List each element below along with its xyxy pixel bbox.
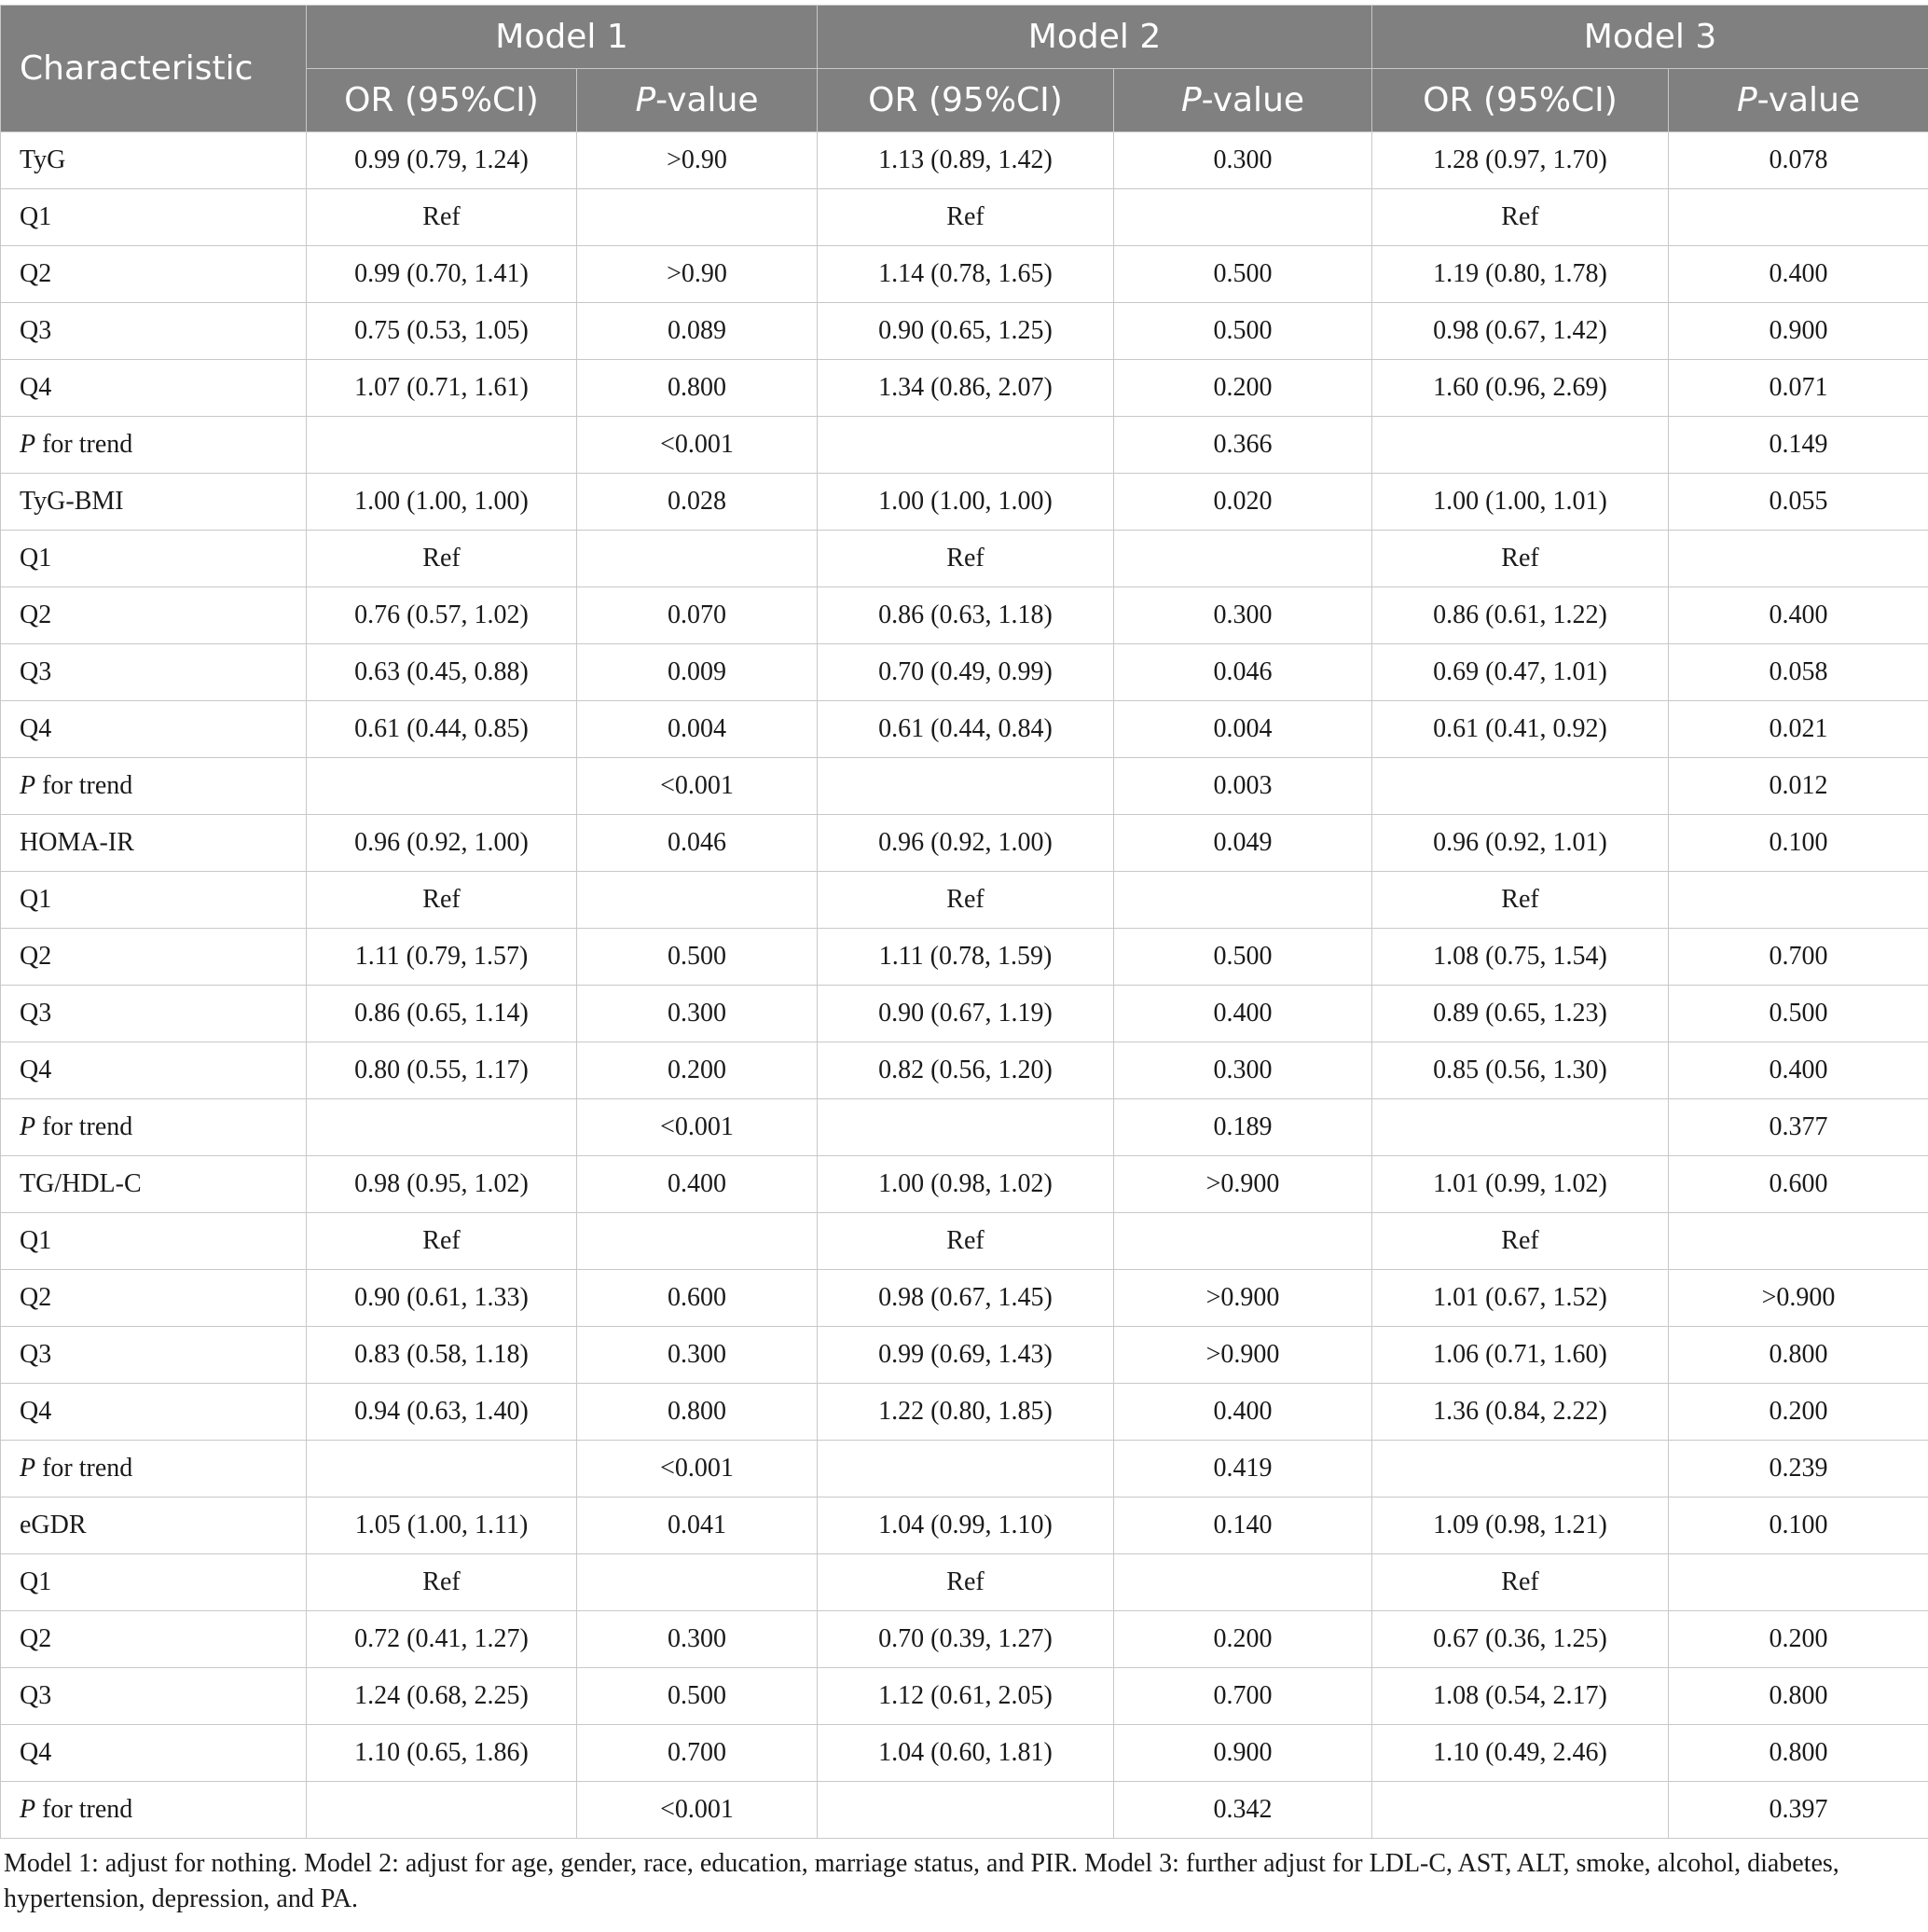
p-value-cell: 0.100 <box>1669 815 1928 872</box>
or-cell: 1.06 (0.71, 1.60) <box>1372 1327 1669 1384</box>
p-rest: -value <box>1201 81 1305 119</box>
p-value-cell: 0.078 <box>1669 132 1928 189</box>
p-value-cell: 0.400 <box>1669 587 1928 644</box>
p-value-cell: 0.500 <box>1114 303 1372 360</box>
or-cell: 0.96 (0.92, 1.01) <box>1372 815 1669 872</box>
or-cell <box>818 417 1114 474</box>
or-cell <box>1372 758 1669 815</box>
p-value-cell: 0.149 <box>1669 417 1928 474</box>
p-value-cell: >0.90 <box>577 246 818 303</box>
or-header: OR (95%CI) <box>818 69 1114 132</box>
p-value-cell: 0.366 <box>1114 417 1372 474</box>
p-value-cell <box>1114 531 1372 587</box>
row-label: Q3 <box>1 303 307 360</box>
row-label: Q1 <box>1 1554 307 1611</box>
or-cell: 1.13 (0.89, 1.42) <box>818 132 1114 189</box>
p-value-cell: 0.009 <box>577 644 818 701</box>
or-cell: 0.61 (0.44, 0.85) <box>307 701 577 758</box>
or-cell: 0.83 (0.58, 1.18) <box>307 1327 577 1384</box>
row-label: Q1 <box>1 531 307 587</box>
p-value-cell <box>1114 189 1372 246</box>
row-label <box>1 758 307 815</box>
results-table-container <box>0 5 1928 1917</box>
or-cell: Ref <box>1372 531 1669 587</box>
p-value-cell: 0.700 <box>1669 929 1928 986</box>
or-cell: 0.70 (0.49, 0.99) <box>818 644 1114 701</box>
or-cell: 0.89 (0.65, 1.23) <box>1372 986 1669 1042</box>
p-value-cell: 0.300 <box>577 1327 818 1384</box>
p-value-cell: 0.200 <box>577 1042 818 1099</box>
or-cell <box>1372 1099 1669 1156</box>
or-cell: Ref <box>307 531 577 587</box>
p-italic: P <box>635 81 656 119</box>
or-cell: Ref <box>307 872 577 929</box>
or-cell: 1.08 (0.54, 2.17) <box>1372 1668 1669 1725</box>
or-cell: Ref <box>307 1554 577 1611</box>
p-value-cell: 0.500 <box>1114 929 1372 986</box>
or-cell: 0.76 (0.57, 1.02) <box>307 587 577 644</box>
or-cell: 1.10 (0.65, 1.86) <box>307 1725 577 1782</box>
p-value-cell <box>1114 1554 1372 1611</box>
table-row <box>1 1782 1928 1839</box>
or-cell: 0.99 (0.69, 1.43) <box>818 1327 1114 1384</box>
p-italic: P <box>20 771 36 800</box>
or-cell: Ref <box>307 1213 577 1270</box>
p-value-cell: 0.800 <box>1669 1725 1928 1782</box>
or-cell: Ref <box>1372 189 1669 246</box>
p-value-cell: 0.046 <box>1114 644 1372 701</box>
p-value-cell: 0.800 <box>1669 1327 1928 1384</box>
row-label <box>1 417 307 474</box>
row-label: Q4 <box>1 1384 307 1441</box>
p-value-cell: 0.900 <box>1114 1725 1372 1782</box>
row-label <box>1 1441 307 1497</box>
p-value-cell: 0.041 <box>577 1497 818 1554</box>
p-value-cell: 0.900 <box>1669 303 1928 360</box>
or-cell: 1.00 (1.00, 1.00) <box>307 474 577 531</box>
row-label: Q4 <box>1 701 307 758</box>
row-label: Q2 <box>1 587 307 644</box>
or-cell: 1.09 (0.98, 1.21) <box>1372 1497 1669 1554</box>
table-row <box>1 758 1928 815</box>
row-label: TyG-BMI <box>1 474 307 531</box>
or-cell: 1.11 (0.79, 1.57) <box>307 929 577 986</box>
row-label: Q3 <box>1 986 307 1042</box>
or-cell: 0.98 (0.67, 1.42) <box>1372 303 1669 360</box>
table-row <box>1 1611 1928 1668</box>
p-value-cell: 0.500 <box>577 929 818 986</box>
p-value-header <box>1114 69 1372 132</box>
or-cell <box>307 758 577 815</box>
or-cell: 1.01 (0.67, 1.52) <box>1372 1270 1669 1327</box>
p-value-cell <box>1114 872 1372 929</box>
p-value-cell: 0.004 <box>577 701 818 758</box>
p-trend-label: for trend <box>35 430 133 459</box>
or-cell: 1.28 (0.97, 1.70) <box>1372 132 1669 189</box>
p-value-cell <box>1669 872 1928 929</box>
p-value-cell <box>1669 1554 1928 1611</box>
p-value-cell: 0.100 <box>1669 1497 1928 1554</box>
p-trend-label: for trend <box>35 771 133 800</box>
p-italic: P <box>1736 81 1757 119</box>
p-value-cell: >0.900 <box>1114 1156 1372 1213</box>
p-value-cell: 0.071 <box>1669 360 1928 417</box>
p-value-cell: 0.400 <box>1669 246 1928 303</box>
p-trend-label: for trend <box>35 1795 133 1824</box>
p-value-cell: >0.90 <box>577 132 818 189</box>
or-cell <box>1372 1441 1669 1497</box>
or-cell <box>818 1782 1114 1839</box>
or-cell: Ref <box>1372 872 1669 929</box>
or-header: OR (95%CI) <box>1372 69 1669 132</box>
or-cell <box>1372 1782 1669 1839</box>
p-rest: -value <box>655 81 759 119</box>
table-row <box>1 1668 1928 1725</box>
row-label <box>1 1782 307 1839</box>
p-value-cell: 0.300 <box>1114 1042 1372 1099</box>
table-row <box>1 1327 1928 1384</box>
table-row <box>1 1384 1928 1441</box>
or-cell: 0.70 (0.39, 1.27) <box>818 1611 1114 1668</box>
or-cell: 1.07 (0.71, 1.61) <box>307 360 577 417</box>
table-row <box>1 1497 1928 1554</box>
or-cell: 0.94 (0.63, 1.40) <box>307 1384 577 1441</box>
or-cell <box>818 1441 1114 1497</box>
p-value-cell <box>577 1213 818 1270</box>
table-body <box>1 132 1928 1839</box>
or-cell: Ref <box>1372 1554 1669 1611</box>
or-cell: Ref <box>307 189 577 246</box>
table-header <box>1 6 1928 132</box>
p-value-cell: 0.200 <box>1669 1611 1928 1668</box>
p-value-cell: 0.419 <box>1114 1441 1372 1497</box>
table-row <box>1 417 1928 474</box>
or-cell: 1.34 (0.86, 2.07) <box>818 360 1114 417</box>
p-value-cell: 0.020 <box>1114 474 1372 531</box>
or-cell: 1.04 (0.60, 1.81) <box>818 1725 1114 1782</box>
or-cell: Ref <box>818 531 1114 587</box>
p-value-cell <box>1114 1213 1372 1270</box>
p-value-cell: 0.600 <box>1669 1156 1928 1213</box>
p-value-cell: >0.900 <box>1114 1270 1372 1327</box>
table-row <box>1 986 1928 1042</box>
p-value-cell: 0.021 <box>1669 701 1928 758</box>
row-label: Q3 <box>1 1327 307 1384</box>
or-header: OR (95%CI) <box>307 69 577 132</box>
table-row <box>1 1156 1928 1213</box>
p-value-cell: 0.200 <box>1114 1611 1372 1668</box>
p-value-cell <box>577 189 818 246</box>
p-value-cell: >0.900 <box>1669 1270 1928 1327</box>
or-cell: 1.36 (0.84, 2.22) <box>1372 1384 1669 1441</box>
p-value-cell: 0.400 <box>1114 1384 1372 1441</box>
or-cell: 0.85 (0.56, 1.30) <box>1372 1042 1669 1099</box>
or-cell: Ref <box>818 189 1114 246</box>
model-2-header: Model 2 <box>818 6 1372 69</box>
p-value-cell: 0.300 <box>1114 587 1372 644</box>
or-cell: 0.72 (0.41, 1.27) <box>307 1611 577 1668</box>
row-label: Q1 <box>1 1213 307 1270</box>
p-value-cell: 0.189 <box>1114 1099 1372 1156</box>
p-value-cell: 0.200 <box>1669 1384 1928 1441</box>
p-value-cell: 0.800 <box>577 1384 818 1441</box>
p-value-cell: 0.300 <box>577 986 818 1042</box>
p-value-cell: 0.089 <box>577 303 818 360</box>
row-label: Q2 <box>1 1270 307 1327</box>
p-value-cell: 0.700 <box>577 1725 818 1782</box>
table-row <box>1 1441 1928 1497</box>
p-value-cell: 0.342 <box>1114 1782 1372 1839</box>
p-italic: P <box>1180 81 1202 119</box>
or-cell: 1.00 (1.00, 1.01) <box>1372 474 1669 531</box>
or-cell: 1.00 (1.00, 1.00) <box>818 474 1114 531</box>
or-cell: 0.69 (0.47, 1.01) <box>1372 644 1669 701</box>
or-cell: 0.82 (0.56, 1.20) <box>818 1042 1114 1099</box>
or-cell: 1.24 (0.68, 2.25) <box>307 1668 577 1725</box>
table-row <box>1 815 1928 872</box>
row-label: Q4 <box>1 1725 307 1782</box>
p-rest: -value <box>1756 81 1861 119</box>
or-cell: 0.90 (0.65, 1.25) <box>818 303 1114 360</box>
row-label: Q1 <box>1 189 307 246</box>
p-value-cell: 0.800 <box>1669 1668 1928 1725</box>
or-cell <box>818 758 1114 815</box>
p-value-cell: 0.058 <box>1669 644 1928 701</box>
table-row <box>1 1042 1928 1099</box>
regression-results-table <box>0 5 1928 1839</box>
p-value-cell: 0.028 <box>577 474 818 531</box>
p-value-header <box>1669 69 1928 132</box>
p-italic: P <box>20 1795 36 1824</box>
or-cell: 0.96 (0.92, 1.00) <box>818 815 1114 872</box>
p-value-cell: <0.001 <box>577 1441 818 1497</box>
or-cell: Ref <box>818 1554 1114 1611</box>
p-value-cell: 0.055 <box>1669 474 1928 531</box>
p-trend-label: for trend <box>35 1454 133 1483</box>
p-value-header <box>577 69 818 132</box>
table-row <box>1 303 1928 360</box>
p-value-cell <box>1669 531 1928 587</box>
or-cell: 0.86 (0.63, 1.18) <box>818 587 1114 644</box>
or-cell: 0.86 (0.61, 1.22) <box>1372 587 1669 644</box>
p-value-cell <box>577 531 818 587</box>
or-cell: 1.11 (0.78, 1.59) <box>818 929 1114 986</box>
p-value-cell: 0.004 <box>1114 701 1372 758</box>
or-cell: 0.63 (0.45, 0.88) <box>307 644 577 701</box>
row-label: Q2 <box>1 929 307 986</box>
row-label: TG/HDL-C <box>1 1156 307 1213</box>
model-3-header: Model 3 <box>1372 6 1928 69</box>
table-row <box>1 1213 1928 1270</box>
or-cell: 0.86 (0.65, 1.14) <box>307 986 577 1042</box>
or-cell: 0.90 (0.67, 1.19) <box>818 986 1114 1042</box>
p-value-cell: 0.300 <box>577 1611 818 1668</box>
or-cell: 1.19 (0.80, 1.78) <box>1372 246 1669 303</box>
table-row <box>1 132 1928 189</box>
row-label: HOMA-IR <box>1 815 307 872</box>
table-row <box>1 701 1928 758</box>
or-cell: 0.67 (0.36, 1.25) <box>1372 1611 1669 1668</box>
p-value-cell: 0.070 <box>577 587 818 644</box>
p-value-cell: 0.397 <box>1669 1782 1928 1839</box>
table-row <box>1 360 1928 417</box>
row-label: TyG <box>1 132 307 189</box>
model-1-header: Model 1 <box>307 6 818 69</box>
or-cell <box>307 1441 577 1497</box>
table-row <box>1 1099 1928 1156</box>
table-row <box>1 1554 1928 1611</box>
or-cell: 0.61 (0.41, 0.92) <box>1372 701 1669 758</box>
row-label <box>1 1099 307 1156</box>
p-value-cell: <0.001 <box>577 1782 818 1839</box>
or-cell: 0.99 (0.70, 1.41) <box>307 246 577 303</box>
p-value-cell <box>1669 1213 1928 1270</box>
p-value-cell: >0.900 <box>1114 1327 1372 1384</box>
row-label: Q4 <box>1 360 307 417</box>
or-cell: 0.98 (0.67, 1.45) <box>818 1270 1114 1327</box>
or-cell: 1.00 (0.98, 1.02) <box>818 1156 1114 1213</box>
p-value-cell: 0.300 <box>1114 132 1372 189</box>
p-value-cell: <0.001 <box>577 1099 818 1156</box>
p-value-cell: 0.377 <box>1669 1099 1928 1156</box>
or-cell: 1.05 (1.00, 1.11) <box>307 1497 577 1554</box>
or-cell: 1.22 (0.80, 1.85) <box>818 1384 1114 1441</box>
table-row <box>1 189 1928 246</box>
or-cell: 0.96 (0.92, 1.00) <box>307 815 577 872</box>
p-value-cell: 0.012 <box>1669 758 1928 815</box>
table-row <box>1 587 1928 644</box>
row-label: Q3 <box>1 1668 307 1725</box>
p-value-cell: <0.001 <box>577 758 818 815</box>
p-value-cell: 0.140 <box>1114 1497 1372 1554</box>
p-value-cell: 0.003 <box>1114 758 1372 815</box>
table-row <box>1 531 1928 587</box>
row-label: Q2 <box>1 246 307 303</box>
or-cell: 1.04 (0.99, 1.10) <box>818 1497 1114 1554</box>
p-trend-label: for trend <box>35 1112 133 1141</box>
or-cell: 1.01 (0.99, 1.02) <box>1372 1156 1669 1213</box>
p-value-cell <box>577 1554 818 1611</box>
p-value-cell: 0.700 <box>1114 1668 1372 1725</box>
or-cell: Ref <box>818 1213 1114 1270</box>
table-footnote: Model 1: adjust for nothing. Model 2: adjust for age, gender, race, education, marriage status, and PIR. Model 3: further adjust for LDL-C, AST, ALT, smoke, alcohol, diabetes, hypertension, depression, and PA. <box>4 1849 1839 1913</box>
row-label: Q1 <box>1 872 307 929</box>
or-cell <box>1372 417 1669 474</box>
or-cell: 0.90 (0.61, 1.33) <box>307 1270 577 1327</box>
p-value-cell: 0.400 <box>577 1156 818 1213</box>
or-cell: 0.98 (0.95, 1.02) <box>307 1156 577 1213</box>
p-value-cell: 0.049 <box>1114 815 1372 872</box>
table-row <box>1 872 1928 929</box>
or-cell: 1.12 (0.61, 2.05) <box>818 1668 1114 1725</box>
p-value-cell: 0.500 <box>577 1668 818 1725</box>
or-cell: 1.14 (0.78, 1.65) <box>818 246 1114 303</box>
row-label: Q2 <box>1 1611 307 1668</box>
p-value-cell: 0.046 <box>577 815 818 872</box>
row-label: eGDR <box>1 1497 307 1554</box>
or-cell: 1.10 (0.49, 2.46) <box>1372 1725 1669 1782</box>
or-cell: 0.61 (0.44, 0.84) <box>818 701 1114 758</box>
p-value-cell: 0.800 <box>577 360 818 417</box>
p-value-cell: 0.400 <box>1669 1042 1928 1099</box>
characteristic-header: Characteristic <box>1 6 307 132</box>
table-row <box>1 1270 1928 1327</box>
table-row <box>1 929 1928 986</box>
p-value-cell: 0.500 <box>1669 986 1928 1042</box>
p-value-cell: 0.600 <box>577 1270 818 1327</box>
or-cell: Ref <box>1372 1213 1669 1270</box>
or-cell: Ref <box>818 872 1114 929</box>
p-italic: P <box>20 1112 36 1141</box>
row-label: Q4 <box>1 1042 307 1099</box>
p-italic: P <box>20 430 36 459</box>
or-cell <box>307 1782 577 1839</box>
or-cell <box>818 1099 1114 1156</box>
table-row <box>1 474 1928 531</box>
or-cell: 0.99 (0.79, 1.24) <box>307 132 577 189</box>
p-value-cell: 0.200 <box>1114 360 1372 417</box>
p-value-cell <box>577 872 818 929</box>
p-value-cell: 0.500 <box>1114 246 1372 303</box>
or-cell: 0.80 (0.55, 1.17) <box>307 1042 577 1099</box>
table-row <box>1 1725 1928 1782</box>
or-cell: 1.08 (0.75, 1.54) <box>1372 929 1669 986</box>
p-value-cell: <0.001 <box>577 417 818 474</box>
row-label: Q3 <box>1 644 307 701</box>
table-row <box>1 246 1928 303</box>
or-cell <box>307 1099 577 1156</box>
or-cell: 1.60 (0.96, 2.69) <box>1372 360 1669 417</box>
p-value-cell: 0.239 <box>1669 1441 1928 1497</box>
p-value-cell: 0.400 <box>1114 986 1372 1042</box>
p-value-cell <box>1669 189 1928 246</box>
or-cell <box>307 417 577 474</box>
table-row <box>1 644 1928 701</box>
or-cell: 0.75 (0.53, 1.05) <box>307 303 577 360</box>
p-italic: P <box>20 1454 36 1483</box>
